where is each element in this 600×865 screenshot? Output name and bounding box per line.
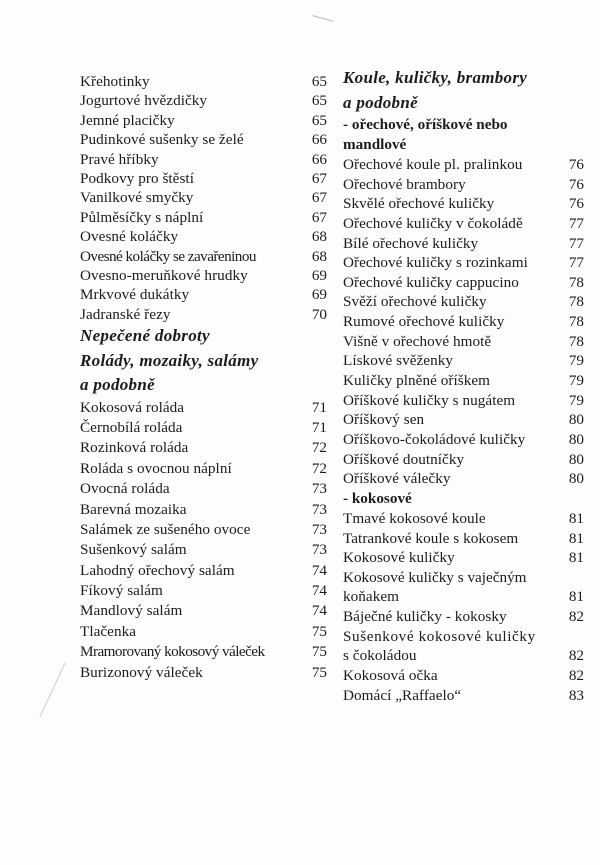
entry-title: Báječné kuličky - kokosky xyxy=(343,608,507,626)
page-number: 81 xyxy=(568,549,584,567)
page-number: 82 xyxy=(568,647,584,665)
page-number: 73 xyxy=(311,480,327,498)
page-number: 68 xyxy=(311,247,327,265)
entry-title: Oříškovo-čokoládové kuličky xyxy=(343,430,526,448)
page-number: 67 xyxy=(311,169,327,187)
page-number: 81 xyxy=(568,509,584,527)
toc-entry[interactable] xyxy=(343,666,584,686)
section-heading: Rolády, mozaiky, salámy xyxy=(80,350,259,370)
page-number: 73 xyxy=(311,500,327,518)
toc-entry[interactable] xyxy=(343,351,584,371)
toc-entry[interactable] xyxy=(343,194,584,214)
entry-title: Oříškové válečky xyxy=(343,470,451,488)
entry-title: Mandlový salám xyxy=(80,602,183,620)
entry-title: Tlačenka xyxy=(80,622,137,640)
toc-entry[interactable] xyxy=(343,332,584,352)
toc-right-column xyxy=(343,66,584,705)
entry-title: Oříškové doutníčky xyxy=(343,450,465,468)
page-number: 78 xyxy=(568,313,584,331)
page-number: 77 xyxy=(568,214,584,232)
toc-entry[interactable] xyxy=(80,418,327,438)
page-number: 78 xyxy=(568,273,584,291)
section-heading: a podobně xyxy=(80,375,155,395)
page-number: 74 xyxy=(311,582,327,600)
entry-title: Podkovy pro štěstí xyxy=(80,169,194,187)
entry-title: Lískové svěženky xyxy=(343,352,454,370)
page-number: 67 xyxy=(311,189,327,207)
page-number: 80 xyxy=(568,450,584,468)
toc-entry[interactable] xyxy=(343,509,584,529)
entry-title: Tmavé kokosové koule xyxy=(343,509,486,527)
entry-title: Tatrankové koule s kokosem xyxy=(343,529,519,547)
page-number: 76 xyxy=(568,155,584,173)
scan-line xyxy=(39,663,65,718)
toc-entry[interactable] xyxy=(80,622,327,642)
page-number: 72 xyxy=(311,439,327,457)
entry-title: Ovesné koláčky xyxy=(80,228,179,246)
entry-title: Vanilkové smyčky xyxy=(80,189,194,207)
toc-entry[interactable] xyxy=(80,438,327,458)
page-number: 73 xyxy=(311,541,327,559)
toc-entry[interactable] xyxy=(80,91,327,110)
toc-entry[interactable] xyxy=(80,188,327,207)
page-number: 65 xyxy=(311,111,327,129)
entry-title: Mramorovaný kokosový váleček xyxy=(80,643,265,661)
toc-entry[interactable] xyxy=(80,540,327,560)
toc-entry[interactable] xyxy=(80,130,327,149)
page-number: 80 xyxy=(568,470,584,488)
page-number: 76 xyxy=(568,175,584,193)
toc-entry[interactable] xyxy=(80,601,327,621)
entry-title: Kokosová očka xyxy=(343,667,438,684)
page-number: 74 xyxy=(311,561,327,579)
toc-entry[interactable] xyxy=(80,208,327,227)
toc-entry[interactable] xyxy=(343,469,584,489)
entry-title: Jemné placičky xyxy=(80,111,175,129)
page-number: 69 xyxy=(311,286,327,304)
toc-entry[interactable] xyxy=(343,587,584,607)
entry-title: Kuličky plněné oříškem xyxy=(343,372,491,390)
entry-title: Rozinková roláda xyxy=(80,439,189,457)
toc-entry[interactable] xyxy=(80,266,327,285)
entry-title: Bílé ořechové kuličky xyxy=(343,234,479,252)
page-number: 72 xyxy=(311,459,327,477)
toc-entry[interactable] xyxy=(80,520,327,540)
toc-entry[interactable] xyxy=(80,581,327,601)
page-number: 68 xyxy=(311,228,327,246)
entry-title: Lahodný ořechový salám xyxy=(80,561,235,579)
toc-entry[interactable] xyxy=(80,285,327,304)
toc-entry[interactable] xyxy=(80,227,327,246)
toc-entry[interactable] xyxy=(343,312,584,332)
toc-entry[interactable] xyxy=(80,247,327,266)
page-number: 76 xyxy=(568,195,584,213)
page-number: 71 xyxy=(311,398,327,416)
entry-title: Půlměsíčky s náplní xyxy=(80,208,204,226)
subsection-heading: - kokosové xyxy=(343,489,412,507)
entry-title: Kokosové kuličky xyxy=(343,549,455,567)
page-number: 75 xyxy=(311,663,327,681)
toc-entry[interactable] xyxy=(80,479,327,499)
toc-entry[interactable] xyxy=(343,607,584,627)
entry-title: Rumové ořechové kuličky xyxy=(343,313,505,331)
entry-title: Salámek ze sušeného ovoce xyxy=(80,520,251,538)
page-number: 65 xyxy=(311,92,327,110)
page-number: 67 xyxy=(311,208,327,226)
toc-entry[interactable] xyxy=(80,72,327,91)
toc-entry[interactable] xyxy=(343,214,584,234)
entry-title: Ořechové kuličky v čokoládě xyxy=(343,214,523,232)
page-number: 65 xyxy=(311,72,327,90)
entry-title: Burizonový váleček xyxy=(80,663,203,681)
subsection-heading: - ořechové, oříškové nebo xyxy=(343,116,508,133)
toc-entry[interactable] xyxy=(80,305,327,324)
page-number: 80 xyxy=(568,411,584,429)
entry-title: Ořechové kuličky cappucino xyxy=(343,273,519,291)
page-number: 70 xyxy=(311,305,327,323)
page-number: 82 xyxy=(568,667,584,684)
page-number: 79 xyxy=(568,372,584,390)
page-number: 77 xyxy=(568,234,584,252)
toc-entry[interactable] xyxy=(80,169,327,188)
entry-title: Mrkvové dukátky xyxy=(80,286,190,304)
section-heading: a podobně xyxy=(343,92,418,112)
toc-entry[interactable] xyxy=(343,450,584,470)
page-number: 82 xyxy=(568,608,584,626)
toc-entry[interactable] xyxy=(343,234,584,254)
entry-title: koňakem xyxy=(343,588,400,606)
page-number: 81 xyxy=(568,529,584,547)
toc-entry[interactable] xyxy=(80,111,327,130)
toc-entry[interactable] xyxy=(343,529,584,549)
toc-entry[interactable] xyxy=(80,150,327,169)
page-number: 73 xyxy=(311,520,327,538)
toc-entry[interactable] xyxy=(80,459,327,479)
page-number: 66 xyxy=(311,150,327,168)
toc-entry[interactable] xyxy=(343,292,584,312)
toc-entry[interactable] xyxy=(80,398,327,418)
page-number: 79 xyxy=(568,391,584,409)
entry-title: Černobílá roláda xyxy=(80,418,183,436)
entry-title: Kokosová roláda xyxy=(80,398,185,416)
entry-title: Sušenkový salám xyxy=(80,541,187,559)
toc-entry[interactable] xyxy=(343,253,584,273)
entry-title: Pudinkové sušenky se želé xyxy=(80,131,244,149)
entry-title: Domácí „Raffaelo“ xyxy=(343,686,462,704)
toc-entry[interactable] xyxy=(343,175,584,195)
page-number: 74 xyxy=(311,602,327,620)
toc-entry[interactable] xyxy=(343,430,584,450)
toc-entry[interactable] xyxy=(343,548,584,568)
entry-title: Jadranské řezy xyxy=(80,305,171,323)
entry-title: Fíkový salám xyxy=(80,582,163,600)
toc-entry[interactable] xyxy=(343,155,584,175)
entry-title: Ořechové koule pl. pralinkou xyxy=(343,155,523,173)
entry-title-first-line: Sušenkové kokosové kuličky xyxy=(343,627,536,645)
page-number: 77 xyxy=(568,254,584,272)
entry-title: Barevná mozaika xyxy=(80,500,187,518)
entry-title: Ořechové kuličky s rozinkami xyxy=(343,254,528,272)
toc-entry[interactable] xyxy=(80,561,327,581)
entry-title: Ovesné koláčky se zavařeninou xyxy=(80,247,256,265)
toc-entry[interactable] xyxy=(343,371,584,391)
entry-title: Svěží ořechové kuličky xyxy=(343,293,487,311)
toc-entry[interactable] xyxy=(343,391,584,411)
entry-title: Křehotinky xyxy=(80,72,150,90)
entry-title: Ořechové brambory xyxy=(343,175,466,193)
section-heading: Nepečené dobroty xyxy=(80,326,210,346)
section-heading: Koule, kuličky, brambory xyxy=(343,68,528,87)
page-number: 79 xyxy=(568,352,584,370)
entry-title: Oříškový sen xyxy=(343,411,425,429)
subsection-heading: mandlové xyxy=(343,136,407,153)
page-number: 66 xyxy=(311,131,327,149)
toc-entry[interactable] xyxy=(343,273,584,293)
page-number: 75 xyxy=(311,643,327,661)
page-number: 78 xyxy=(568,332,584,350)
entry-title: Ovocná roláda xyxy=(80,480,170,498)
page-number: 69 xyxy=(311,266,327,284)
entry-title-first-line: Kokosové kuličky s vaječným xyxy=(343,568,527,586)
toc-entry[interactable] xyxy=(80,500,327,520)
toc-entry[interactable] xyxy=(343,646,584,666)
page-number: 71 xyxy=(311,418,327,436)
page-number: 80 xyxy=(568,430,584,448)
entry-title: Pravé hříbky xyxy=(80,150,159,168)
page-number: 78 xyxy=(568,293,584,311)
page-number: 83 xyxy=(568,686,584,704)
toc-left-column xyxy=(80,72,327,683)
toc-entry[interactable] xyxy=(343,410,584,430)
toc-entry[interactable] xyxy=(80,642,327,662)
toc-entry[interactable] xyxy=(343,686,584,706)
entry-title: Skvělé ořechové kuličky xyxy=(343,195,495,213)
entry-title: Višně v ořechové hmotě xyxy=(343,332,492,350)
entry-title: Oříškové kuličky s nugátem xyxy=(343,391,516,409)
page-number: 75 xyxy=(311,622,327,640)
page-number: 81 xyxy=(568,588,584,606)
scan-speck xyxy=(312,15,334,22)
entry-title: Ovesno-meruňkové hrudky xyxy=(80,266,248,284)
toc-entry[interactable] xyxy=(80,663,327,683)
entry-title: Jogurtové hvězdičky xyxy=(80,92,208,110)
entry-title: Roláda s ovocnou náplní xyxy=(80,459,232,477)
entry-title: s čokoládou xyxy=(343,647,417,665)
